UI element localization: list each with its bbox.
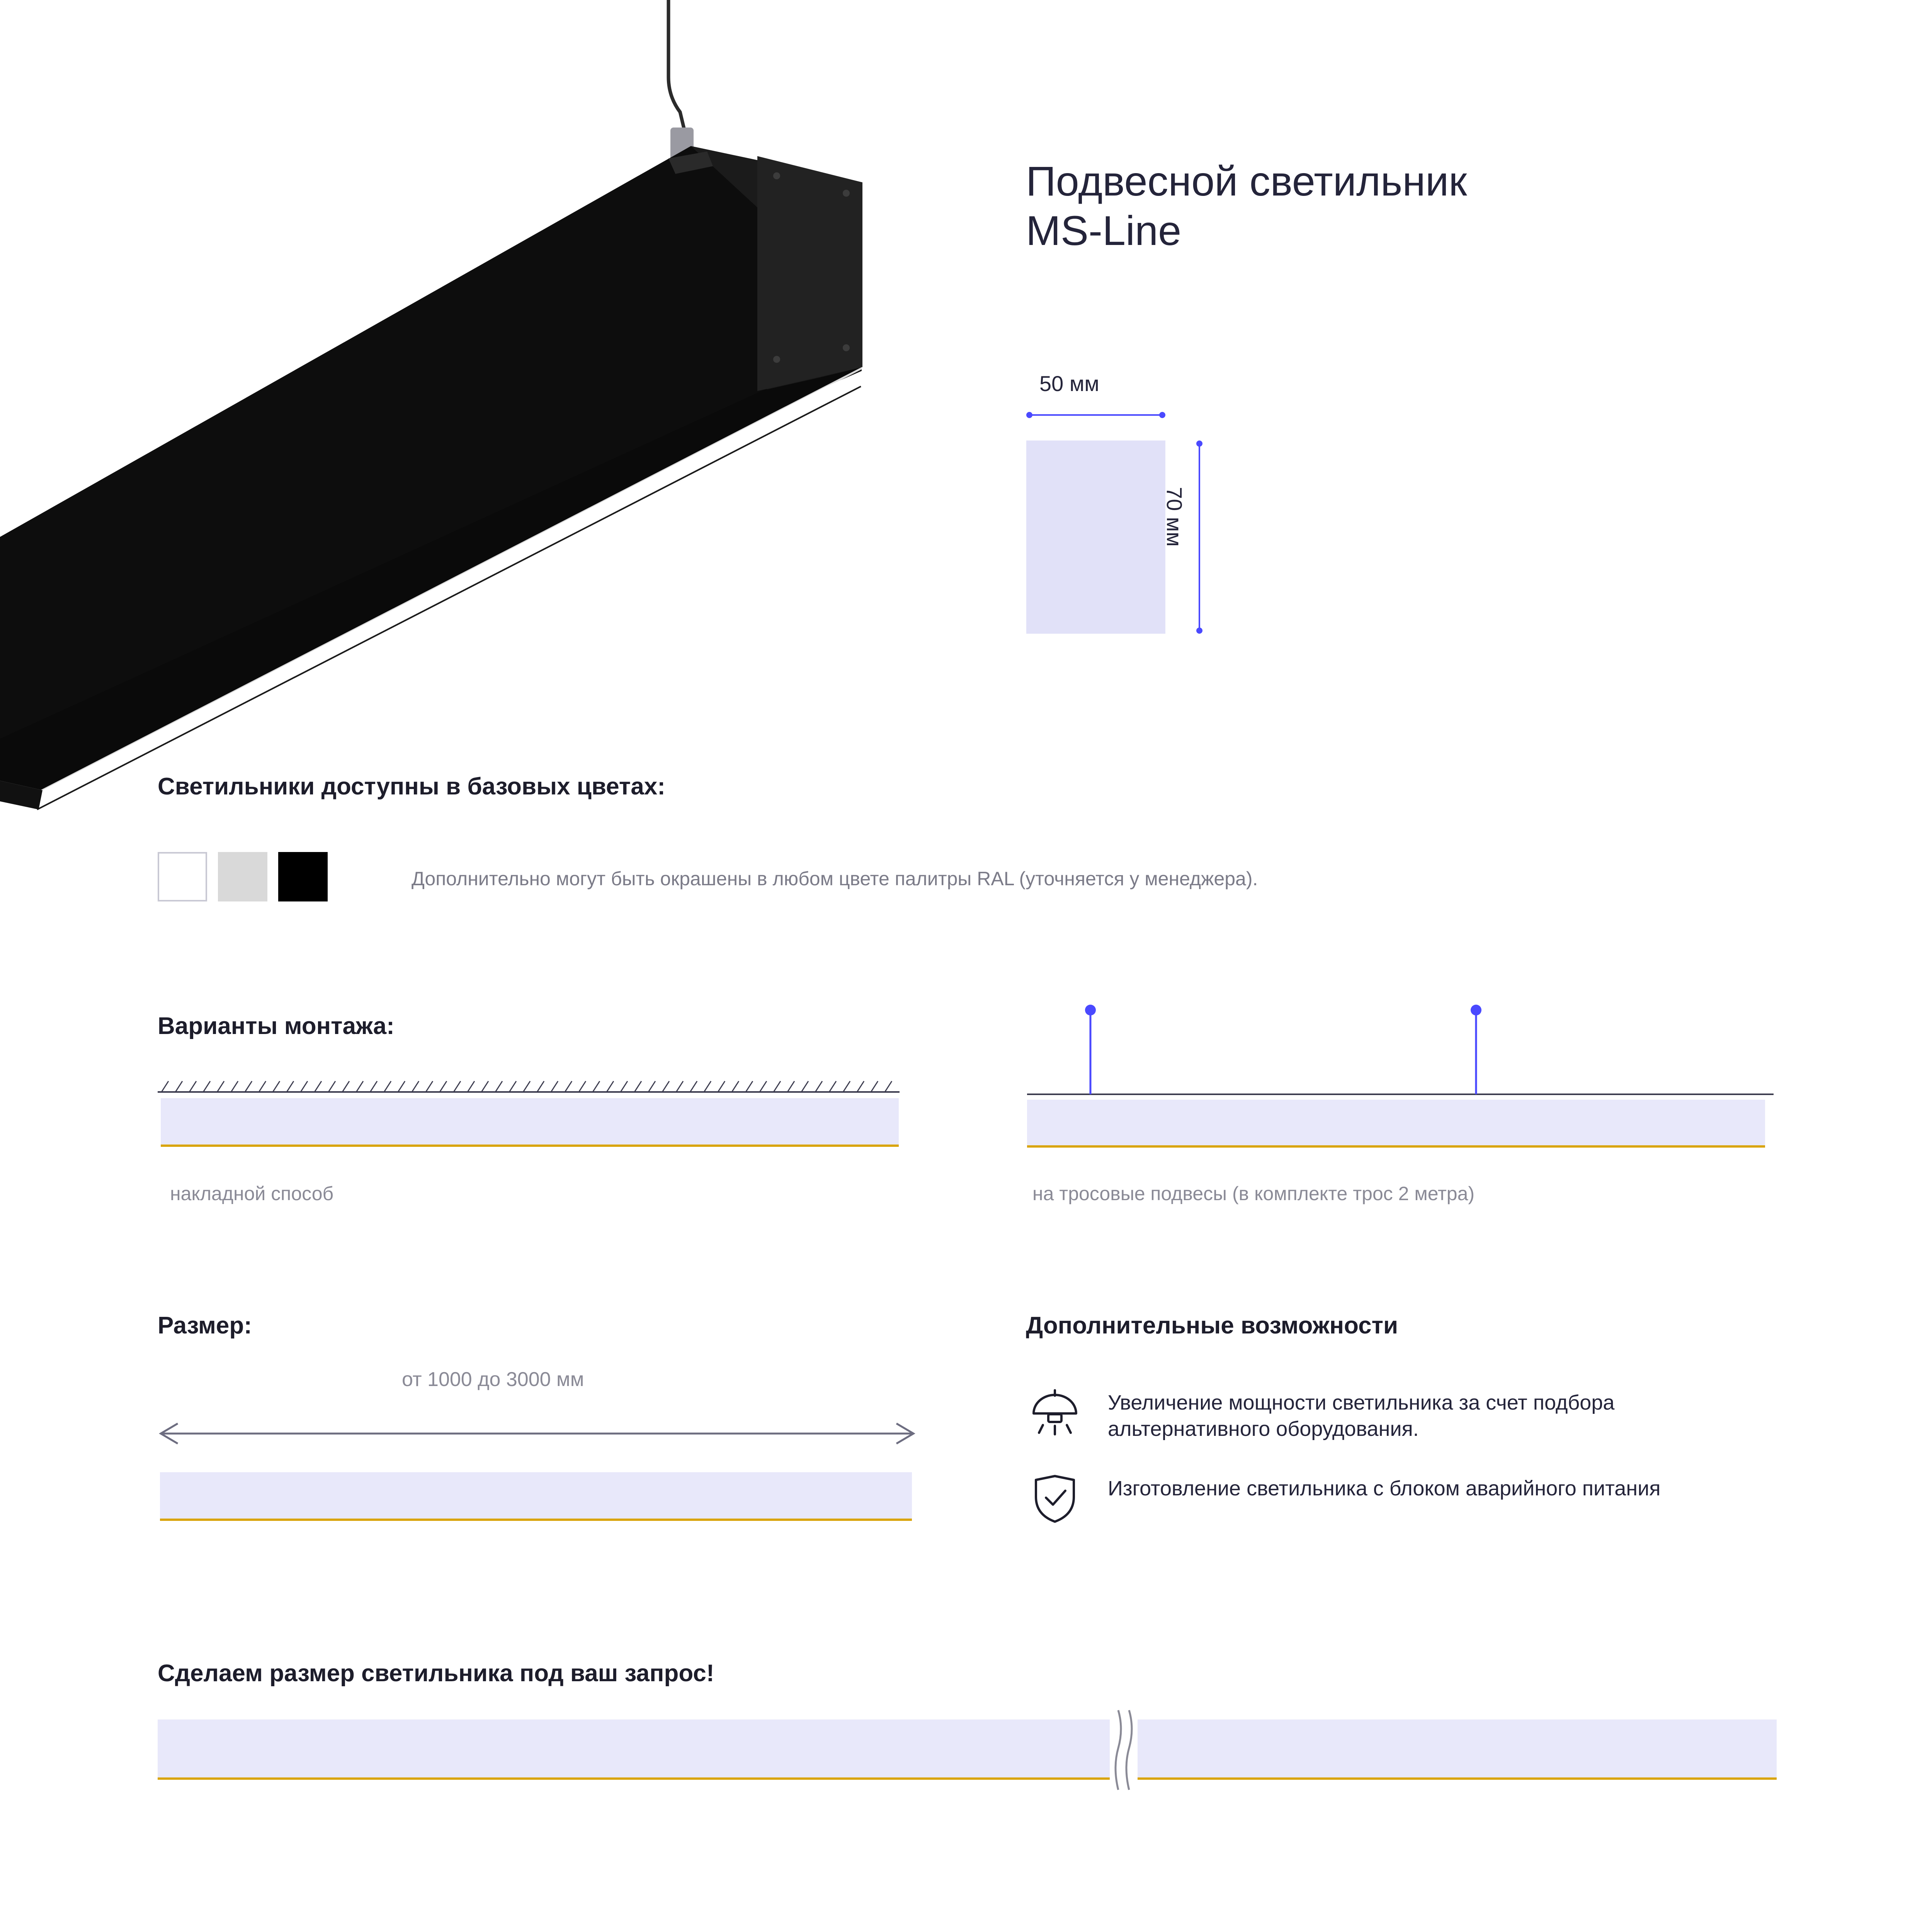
fixture-bar-suspended [1027,1100,1765,1148]
height-dimension-line [1198,440,1201,634]
height-dimension-dot-bottom [1196,628,1202,634]
fixture-bar-size [160,1472,912,1521]
extras-heading: Дополнительные возможности [1026,1312,1398,1339]
profile-cross-section [1026,440,1165,634]
extra-item-emergency [1026,1469,1768,1527]
custom-size-diagram [158,1719,1777,1804]
height-dimension-label: 70 мм [1162,487,1187,547]
extra-text-power: Увеличение мощности светильника за счет подбора альтернативного оборудования. [1108,1391,1615,1440]
color-swatch-grey[interactable] [218,852,267,901]
fixture-bar-custom [158,1719,1777,1780]
colors-heading: Светильники доступны в базовых цветах: [158,773,665,800]
size-range-label: от 1000 до 3000 мм [402,1368,584,1391]
width-dimension-dot-left [1026,412,1032,418]
width-dimension-dot-right [1159,412,1165,418]
mounting-option-suspended [1024,1005,1774,1236]
mounting-option-surface [158,1078,907,1233]
size-arrow-icon [155,1410,920,1457]
extra-item-power [1026,1383,1768,1442]
color-swatch-white[interactable] [158,852,207,901]
color-swatch-black[interactable] [278,852,328,901]
size-diagram [155,1368,920,1553]
width-dimension-bar [1029,414,1162,416]
product-hero-image [0,0,966,819]
lamp-icon [1026,1383,1084,1441]
product-title-line-1: Подвесной светильник [1026,158,1467,204]
cross-section-dimensions [1020,371,1329,680]
suspension-cables-icon [1024,1005,1777,1105]
product-title-line-2: MS-Line [1026,207,1182,254]
size-heading: Размер: [158,1312,252,1339]
mounting-caption-suspended: на тросовые подвесы (в комплекте трос 2 метра) [1032,1183,1475,1204]
extras-list [1026,1383,1768,1554]
width-dimension-line [1026,413,1165,417]
colors-note: Дополнительно могут быть окрашены в любом цвете палитры RAL (уточняется у менеджера). [412,868,1258,889]
shield-check-icon [1026,1469,1084,1527]
mounting-heading: Варианты монтажа: [158,1013,395,1039]
break-mark-icon [1100,1708,1147,1793]
height-dimension-bar [1199,444,1200,631]
extra-text-emergency: Изготовление светильника с блоком аварийного питания [1108,1477,1661,1500]
custom-size-heading: Сделаем размер светильника под ваш запрос! [158,1660,714,1687]
fixture-bar-surface [161,1098,899,1147]
width-dimension-label: 50 мм [1039,371,1099,396]
color-swatch-list [158,852,328,901]
page-title [1026,156,1760,255]
height-dimension-dot-top [1196,440,1202,447]
mounting-caption-surface: накладной способ [170,1183,334,1204]
